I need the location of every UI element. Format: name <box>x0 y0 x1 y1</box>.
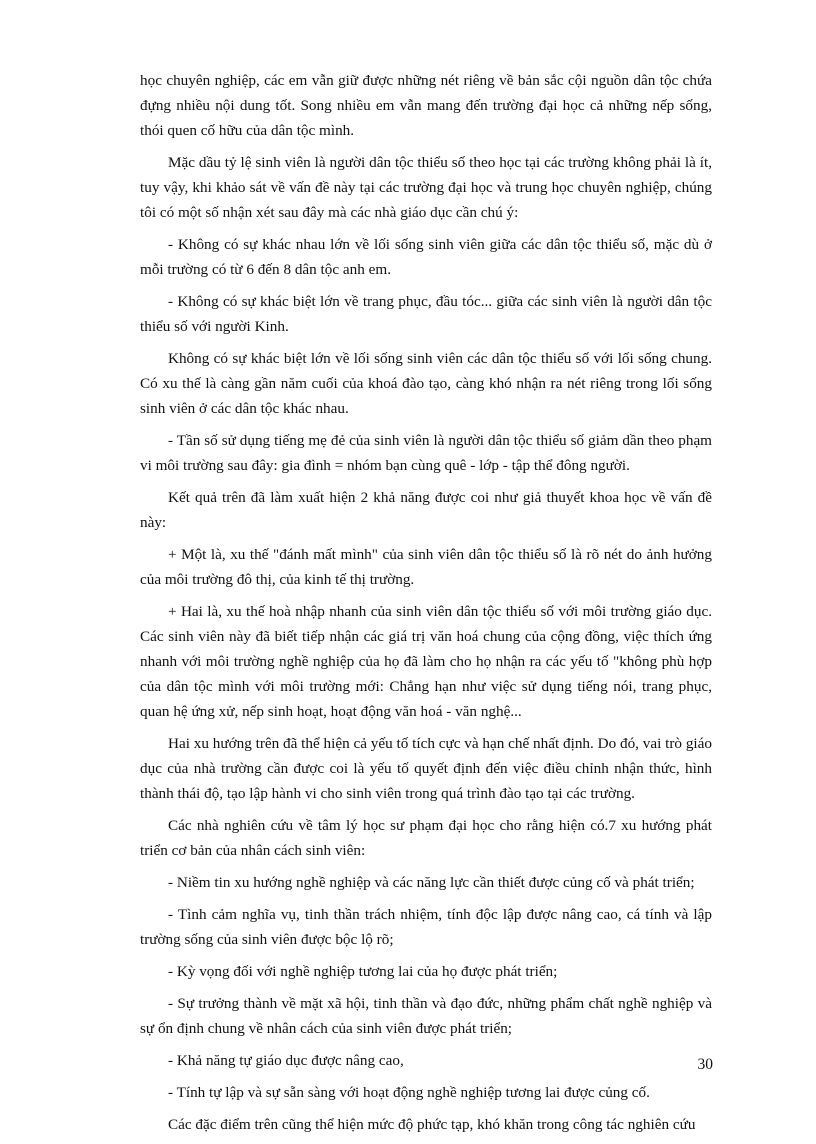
page-number: 30 <box>697 1056 713 1073</box>
list-item: + Hai là, xu thế hoà nhập nhanh của sinh viên dân tộc thiểu số với môi trường giáo dục. Các sinh viên này đã biết tiếp nhận các giá trị văn hoá chung của cộng đồng, việc thích ứng nhanh với môi trường nghề nghiệp của họ đã làm cho họ nhận ra các yếu tố "không phù hợp của dân tộc mình với môi trường mới: Chẳng hạn như việc sử dụng tiếng nói, trang phục, quan hệ ứng xử, nếp sinh hoạt, hoạt động văn hoá - văn nghệ... <box>140 603 712 720</box>
list-item: - Tình cảm nghĩa vụ, tinh thần trách nhiệm, tính độc lập được nâng cao, cá tính và lập trường sống của sinh viên được bộc lộ rõ; <box>140 906 712 948</box>
list-item: - Không có sự khác biệt lớn về trang phục, đầu tóc... giữa các sinh viên là người dân tộc thiểu số với người Kinh. <box>140 293 712 335</box>
list-item: - Sự trưởng thành về mặt xã hội, tinh thần và đạo đức, những phẩm chất nghề nghiệp và sự ổn định chung về nhân cách của sinh viên được phát triển; <box>140 995 712 1037</box>
list-item: - Tần số sử dụng tiếng mẹ đẻ của sinh viên là người dân tộc thiểu số giảm dần theo phạm vi môi trường sau đây: gia đình = nhóm bạn cùng quê - lớp - tập thể đông người. <box>140 432 712 474</box>
paragraph: Không có sự khác biệt lớn về lối sống sinh viên các dân tộc thiểu số với lối sống chung. Có xu thế là càng gần năm cuối của khoá đào tạo, càng khó nhận ra nét riêng trong lối sống sinh viên ở các dân tộc khác nhau. <box>140 350 712 417</box>
paragraph: Hai xu hướng trên đã thể hiện cả yếu tố tích cực và hạn chế nhất định. Do đó, vai trò giáo dục của nhà trường cần được coi là yếu tố quyết định đến việc điều chỉnh nhận thức, hình thành thái độ, tạo lập hành vi cho sinh viên trong quá trình đào tạo tại các trường. <box>140 735 712 802</box>
list-item: - Kỳ vọng đối với nghề nghiệp tương lai của họ được phát triển; <box>168 963 558 980</box>
list-item: - Tính tự lập và sự sẵn sàng với hoạt động nghề nghiệp tương lai được củng cố. <box>168 1084 650 1101</box>
list-item: - Không có sự khác nhau lớn về lối sống sinh viên giữa các dân tộc thiểu số, mặc dù ở mỗi trường có từ 6 đến 8 dân tộc anh em. <box>140 236 712 278</box>
document-body <box>140 68 712 1144</box>
paragraph: Mặc dầu tỷ lệ sinh viên là người dân tộc thiểu số theo học tại các trường không phải là ít, tuy vậy, khi khảo sát về vấn đề này tại các trường đại học và trung học chuyên nghiệp, chúng tôi có một số nhận xét sau đây mà các nhà giáo dục cần chú ý: <box>140 154 712 221</box>
list-item: - Khả năng tự giáo dục được nâng cao, <box>168 1052 404 1069</box>
paragraph: Các đặc điểm trên cũng thể hiện mức độ phức tạp, khó khăn trong công tác nghiên cứu <box>168 1116 696 1133</box>
list-item: - Niềm tin xu hướng nghề nghiệp và các năng lực cần thiết được củng cố và phát triển; <box>168 874 695 891</box>
list-item: + Một là, xu thế "đánh mất mình" của sinh viên dân tộc thiểu số là rõ nét do ảnh hưởng của môi trường đô thị, của kinh tế thị trường. <box>140 546 712 588</box>
paragraph-continuation: học chuyên nghiệp, các em vẫn giữ được những nét riêng về bản sắc cội nguồn dân tộc chứa đựng nhiều nội dung tốt. Song nhiều em vẫn mang đến trường đại học cả những nếp sống, thói quen cố hữu của dân tộc mình. <box>140 72 712 139</box>
paragraph: Các nhà nghiên cứu về tâm lý học sư phạm đại học cho rằng hiện có.7 xu hướng phát triển cơ bản của nhân cách sinh viên: <box>140 817 712 859</box>
paragraph: Kết quả trên đã làm xuất hiện 2 khả năng được coi như giả thuyết khoa học về vấn đề này: <box>140 489 712 531</box>
